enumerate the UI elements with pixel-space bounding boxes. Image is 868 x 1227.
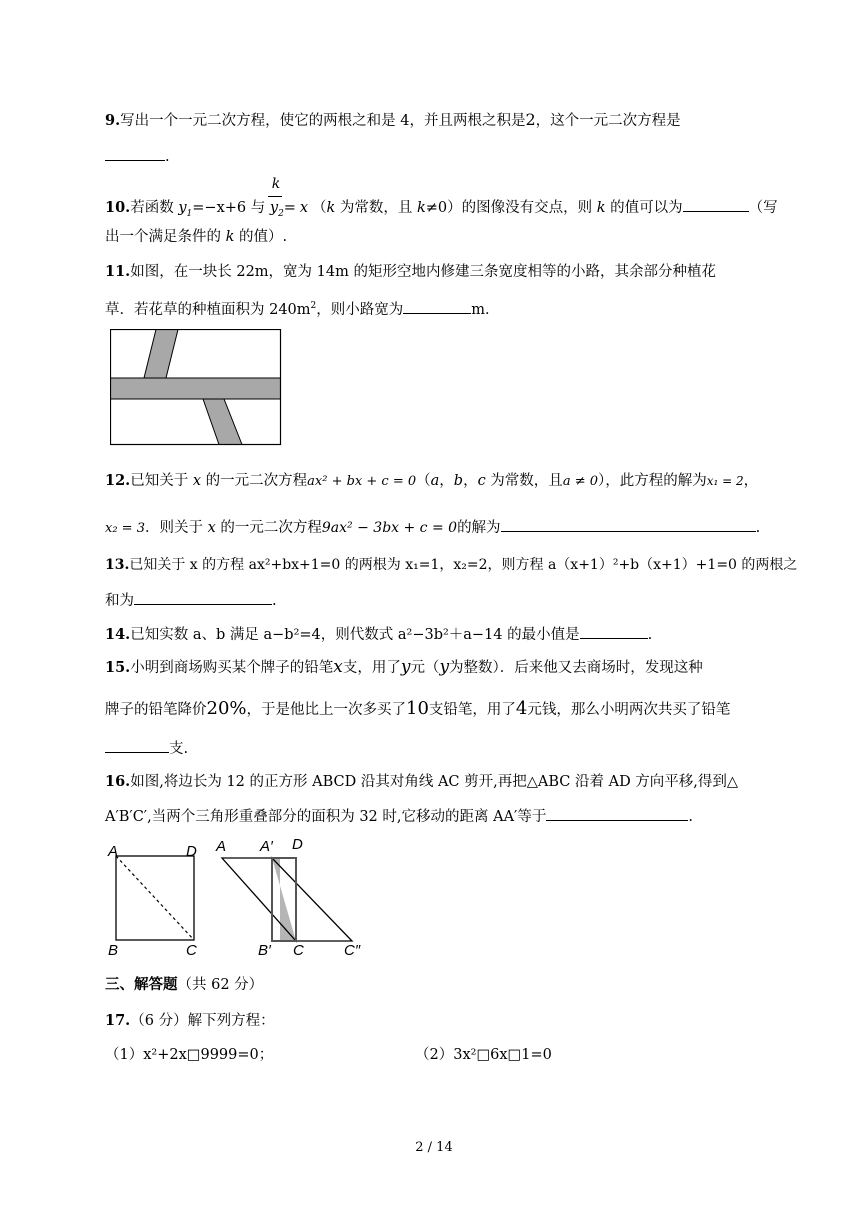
period: . — [165, 149, 170, 165]
var: x — [207, 520, 216, 536]
diagonal-ac — [116, 856, 194, 940]
question-16 — [105, 772, 738, 792]
question-11 — [105, 262, 716, 282]
label-a: A — [108, 843, 119, 860]
period: . — [272, 593, 277, 609]
section-note: （共 62 分） — [177, 977, 264, 993]
subscript: 2 — [278, 208, 284, 219]
text: ， — [743, 473, 759, 489]
equation: ax² + bx + c = 0 — [307, 474, 417, 489]
answer-blank[interactable] — [580, 624, 648, 639]
text: 的值）. — [234, 229, 288, 245]
question-number: 17. — [105, 1012, 131, 1029]
text: A′B′C′,当两个三角形重叠部分的面积为 32 时,它移动的距离 AA′等于 — [105, 809, 547, 825]
var: y — [178, 200, 187, 216]
answer-blank[interactable] — [683, 197, 749, 212]
text: 出一个满足条件的 — [105, 229, 226, 245]
text: 若函数 — [130, 200, 179, 216]
page-number: 2 / 14 — [415, 1140, 453, 1155]
var: x — [333, 657, 343, 677]
question-number: 16. — [105, 773, 131, 790]
text: m． — [471, 301, 500, 318]
answer-blank[interactable] — [105, 146, 165, 161]
path-horizontal — [111, 378, 281, 399]
text: ，于是他比上一次多买了 — [246, 702, 407, 718]
question-number: 13. — [105, 557, 130, 573]
label-b: B — [108, 942, 119, 959]
question-number: 15. — [105, 659, 131, 676]
var: y — [400, 657, 411, 677]
var: k — [326, 200, 336, 216]
question-13-line2 — [105, 590, 277, 611]
answer-blank[interactable] — [546, 806, 688, 821]
label-d-right: D — [292, 836, 303, 853]
text: 和为 — [105, 593, 134, 609]
text: = — [283, 200, 296, 216]
question-number: 11. — [105, 263, 131, 280]
label-a-right: A — [216, 838, 227, 855]
text: 小明到商场购买某个牌子的铅笔 — [130, 660, 334, 676]
var: k — [225, 229, 235, 245]
text: 支铅笔，用了 — [428, 702, 516, 718]
label-c: C — [186, 942, 197, 959]
question-15-line2 — [105, 699, 730, 720]
text: （ — [416, 473, 431, 489]
question-text: 已知实数 a、b 满足 a−b²=4，则代数式 a²−3b²＋a−14 的最小值是 — [130, 627, 580, 643]
superscript: 2 — [310, 301, 317, 311]
period: . — [755, 520, 761, 536]
equation-2: 9ax² − 3bx + c = 0 — [321, 520, 458, 536]
garden-path-figure — [110, 329, 282, 447]
question-text: （6 分）解下列方程： — [130, 1013, 275, 1029]
text: 支，用了 — [342, 660, 401, 676]
text: 元钱，那么小明两次共买了铅笔 — [527, 702, 731, 718]
percent-value: 20% — [206, 698, 247, 719]
question-text: 写出一个一元二次方程，使它的两根之和是 4，并且两根之积是 — [120, 113, 526, 129]
text: ， — [463, 473, 478, 489]
text: 的解为 — [457, 520, 501, 536]
period: . — [647, 627, 653, 643]
var: y — [269, 200, 279, 216]
text: ≠0）的图像没有交点，则 — [425, 200, 597, 216]
section-title: 三、解答题 — [105, 976, 178, 993]
question-number: 9. — [105, 112, 121, 129]
text: 为常数，且 — [335, 200, 417, 216]
question-9 — [105, 110, 681, 131]
label-d: D — [186, 843, 197, 860]
text: 支. — [169, 741, 189, 757]
var: a — [430, 473, 440, 489]
text: 的一元二次方程 — [201, 473, 308, 489]
subscript: 1 — [186, 208, 193, 219]
text: （写 — [748, 200, 778, 216]
text: 为常数，且 — [485, 473, 563, 489]
text: 草．若花草的种植面积为 240m — [105, 301, 311, 318]
var: x — [192, 473, 202, 489]
label-c-double-prime: C″ — [344, 942, 361, 959]
condition: a ≠ 0 — [562, 474, 598, 489]
question-17-part1: （1）x²+2x□9999=0； — [105, 1047, 274, 1063]
question-number: 12. — [105, 472, 131, 489]
text: ， — [439, 473, 454, 489]
square-translation-figure — [100, 836, 370, 968]
question-16-line2 — [105, 806, 693, 827]
text: 元（ — [410, 660, 440, 676]
text: ，则小路宽为 — [316, 301, 404, 318]
question-9-answer-line — [105, 146, 170, 167]
var: y — [439, 657, 450, 677]
answer-blank[interactable] — [501, 517, 756, 532]
answer-blank[interactable] — [105, 738, 169, 753]
text: 为整数）．后来他又去商场时，发现这种 — [449, 660, 703, 676]
text: 的一元二次方程 — [215, 520, 322, 536]
text: 的值可以为 — [605, 200, 683, 216]
text: 牌子的铅笔降价 — [105, 702, 207, 718]
question-17 — [105, 1011, 275, 1031]
question-12 — [105, 471, 758, 492]
question-10-line2 — [105, 227, 287, 247]
section-heading — [105, 975, 263, 995]
number-value: 10 — [406, 698, 429, 719]
var: b — [453, 473, 464, 489]
question-14 — [105, 624, 652, 645]
label-b-prime: B′ — [258, 942, 271, 959]
label-a-prime: A′ — [260, 838, 273, 855]
solution-1: x₁ = 2 — [706, 474, 744, 488]
var: k — [596, 200, 606, 216]
question-10 — [105, 197, 778, 224]
text: ．则关于 — [144, 520, 208, 536]
question-text: ，这个一元二次方程是 — [535, 113, 681, 129]
question-text: 如图,将边长为 12 的正方形 ABCD 沿其对角线 AC 剪开,再把△ABC 沿着 AD 方向平移,得到△ — [130, 774, 739, 790]
question-11-line2 — [105, 296, 500, 320]
question-number: 14. — [105, 626, 131, 643]
question-15-line3 — [105, 738, 188, 759]
text: 已知关于 — [130, 473, 193, 489]
question-12-line2 — [105, 517, 760, 539]
question-text: 如图，在一块长 22m，宽为 14m 的矩形空地内修建三条宽度相等的小路，其余部分种植花 — [130, 264, 716, 280]
question-17-part2: （2）3x²□6x□1=0 — [415, 1047, 552, 1063]
question-13 — [105, 555, 797, 575]
number-value: 4 — [515, 698, 528, 719]
text: =−x+6 与 — [192, 200, 270, 216]
fraction-numerator: k — [271, 176, 281, 192]
answer-blank[interactable] — [403, 299, 471, 314]
question-number: 10. — [105, 199, 131, 216]
var: c — [477, 473, 486, 489]
label-c-right: C — [293, 942, 304, 959]
fraction-denominator: x — [299, 200, 309, 216]
text: ），此方程的解为 — [598, 473, 707, 489]
answer-blank[interactable] — [134, 590, 272, 605]
question-text: 已知关于 x 的方程 ax²+bx+1=0 的两根为 x₁=1，x₂=2，则方程 a（x+1）²+b（x+1）+1=0 的两根之 — [129, 557, 798, 573]
period: . — [688, 809, 693, 825]
math-value: 2 — [525, 110, 536, 129]
var: k — [416, 200, 426, 216]
question-15 — [105, 657, 703, 678]
solution-2: x₂ = 3 — [105, 521, 145, 536]
text: （ — [311, 200, 327, 216]
